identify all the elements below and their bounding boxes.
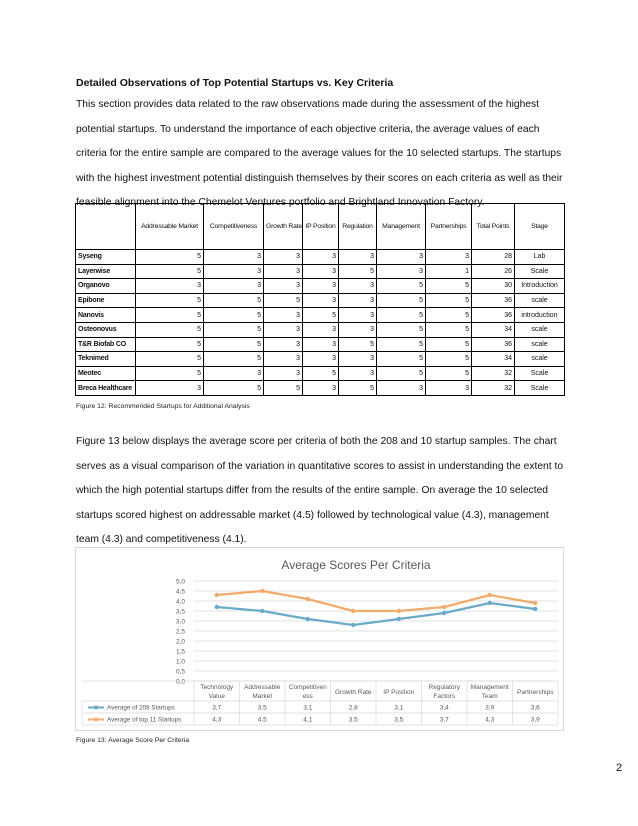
table-row: [76, 279, 565, 294]
score-cell: 5: [377, 337, 426, 352]
score-cell: 5: [136, 352, 204, 367]
data-point: [260, 589, 264, 593]
data-point: [533, 607, 537, 611]
score-cell: 5: [426, 337, 472, 352]
legend-key-marker: [94, 706, 98, 710]
score-cell: 3: [136, 279, 204, 294]
column-header: IP Position: [303, 204, 339, 250]
x-tick-label: Partnerships: [517, 689, 554, 696]
chart-title: Average Scores Per Criteria: [281, 558, 431, 572]
score-cell: 3: [339, 308, 377, 323]
score-cell: 3: [204, 366, 264, 381]
figure-13-caption: Figure 13: Average Score Per Criteria: [76, 737, 190, 744]
score-cell: 5: [204, 322, 264, 337]
score-cell: 5: [377, 293, 426, 308]
data-table-value: 4,3: [212, 716, 222, 724]
data-table-value: 3,4: [439, 704, 449, 712]
y-tick-label: 4,5: [176, 588, 186, 596]
score-cell: 3: [377, 264, 426, 279]
score-cell: 5: [303, 366, 339, 381]
startup-name-cell: Nanovis: [76, 308, 136, 323]
score-cell: 5: [426, 308, 472, 323]
data-point: [397, 609, 401, 613]
chart-frame: [75, 547, 564, 731]
x-tick-label: Competitiven: [288, 684, 327, 691]
score-cell: 28: [472, 250, 515, 265]
score-cell: 3: [303, 322, 339, 337]
score-cell: 5: [426, 293, 472, 308]
score-cell: 5: [136, 264, 204, 279]
startup-name-cell: T&R Biofab CO: [76, 337, 136, 352]
y-tick-label: 0,5: [176, 668, 186, 676]
score-cell: 3: [303, 352, 339, 367]
y-tick-label: 2,0: [176, 638, 186, 646]
data-table-value: 2,8: [348, 704, 358, 712]
data-table-value: 3,7: [212, 704, 222, 712]
score-cell: 3: [264, 322, 303, 337]
series-line: [217, 603, 536, 625]
score-cell: 3: [339, 293, 377, 308]
x-tick-label: Growth Rate: [335, 689, 372, 696]
score-cell: 3: [339, 366, 377, 381]
column-header: Competitiveness: [204, 204, 264, 250]
score-cell: 3: [204, 264, 264, 279]
data-point: [442, 611, 446, 615]
score-cell: 5: [204, 337, 264, 352]
score-cell: 3: [426, 250, 472, 265]
score-cell: 34: [472, 352, 515, 367]
x-tick-label: Regulatory: [428, 684, 460, 691]
score-cell: 5: [136, 366, 204, 381]
data-point: [442, 605, 446, 609]
legend-entry: Average of top 11 Startups: [107, 716, 182, 724]
score-cell: 3: [377, 250, 426, 265]
data-table-value: 3,9: [530, 716, 540, 724]
score-cell: 3: [339, 279, 377, 294]
data-point: [215, 605, 219, 609]
startup-name-cell: Syseng: [76, 250, 136, 265]
data-point: [351, 609, 355, 613]
data-point: [215, 593, 219, 597]
score-cell: 3: [204, 250, 264, 265]
stage-cell: Scale: [515, 366, 565, 381]
data-table-value: 4,3: [485, 716, 495, 724]
data-table-value: 3,1: [394, 704, 404, 712]
score-cell: 26: [472, 264, 515, 279]
data-table-value: 3,5: [257, 704, 267, 712]
stage-cell: scale: [515, 337, 565, 352]
score-cell: 5: [426, 322, 472, 337]
data-table-value: 4,5: [257, 716, 267, 724]
score-cell: 5: [426, 352, 472, 367]
data-point: [260, 609, 264, 613]
score-cell: 3: [264, 308, 303, 323]
page-number: 2: [616, 762, 623, 774]
column-header: Growth Rate: [264, 204, 303, 250]
score-cell: 34: [472, 322, 515, 337]
figure-12-caption: Figure 12: Recommended Startups for Additional Analysis: [76, 403, 250, 410]
legend-key-marker: [94, 718, 98, 722]
table-row: [76, 352, 565, 367]
score-cell: 5: [377, 352, 426, 367]
x-tick-label: Value: [208, 693, 225, 700]
data-point: [397, 617, 401, 621]
startup-name-cell: Epibone: [76, 293, 136, 308]
score-cell: 3: [303, 279, 339, 294]
score-cell: 5: [339, 337, 377, 352]
y-tick-label: 1,5: [176, 648, 186, 656]
stage-cell: Lab: [515, 250, 565, 265]
score-cell: 5: [426, 279, 472, 294]
score-cell: 3: [303, 250, 339, 265]
x-tick-label: Factors: [433, 693, 456, 700]
y-tick-label: 2,5: [176, 628, 186, 636]
score-cell: 5: [136, 322, 204, 337]
score-cell: 5: [204, 293, 264, 308]
score-cell: 3: [339, 352, 377, 367]
startup-name-cell: Organovo: [76, 279, 136, 294]
score-cell: 5: [303, 308, 339, 323]
score-cell: 3: [264, 264, 303, 279]
data-table-value: 3,5: [348, 716, 358, 724]
score-cell: 3: [264, 250, 303, 265]
score-cell: 3: [264, 352, 303, 367]
observations-table: [75, 203, 565, 396]
table-row: [76, 337, 565, 352]
x-tick-label: ess: [302, 693, 313, 700]
data-point: [351, 623, 355, 627]
score-cell: 3: [204, 279, 264, 294]
y-tick-label: 4,0: [176, 598, 186, 606]
startup-name-cell: Breca Healthcare: [76, 381, 136, 396]
intro-paragraph: This section provides data related to the raw observations made during the assessment of the highest potential startups. To understand the importance of each objective criteria, the average values of each criteria for the entire sample are compared to the average values for the 10 selected startups. The startups with the highest investment potential distinguish themselves by their scores on each criteria as well as their feasible alignment into the Chemelot Ventures portfolio and Brightland Innovation Factory.: [76, 99, 563, 209]
legend-entry: Average of 208 Startups: [107, 704, 175, 712]
table-row: [76, 308, 565, 323]
score-cell: 3: [339, 322, 377, 337]
score-cell: 3: [264, 366, 303, 381]
data-point: [488, 601, 492, 605]
stage-cell: scale: [515, 322, 565, 337]
table-row: [76, 264, 565, 279]
score-cell: 5: [377, 322, 426, 337]
x-tick-label: Management: [470, 684, 509, 691]
score-cell: 32: [472, 366, 515, 381]
score-cell: 3: [303, 337, 339, 352]
column-header: Stage: [515, 204, 565, 250]
score-cell: 5: [264, 381, 303, 396]
table-row: [76, 322, 565, 337]
section-heading: Detailed Observations of Top Potential Startups vs. Key Criteria: [76, 77, 394, 89]
score-cell: 5: [136, 250, 204, 265]
data-point: [306, 617, 310, 621]
startup-name-cell: Layerwise: [76, 264, 136, 279]
score-cell: 3: [339, 250, 377, 265]
startup-name-cell: Meotec: [76, 366, 136, 381]
column-header: Regulation: [339, 204, 377, 250]
data-point: [533, 601, 537, 605]
score-cell: 5: [204, 308, 264, 323]
stage-cell: scale: [515, 293, 565, 308]
data-table-value: 3,5: [394, 716, 404, 724]
score-cell: 5: [204, 381, 264, 396]
x-tick-label: Market: [252, 693, 273, 700]
score-cell: 5: [204, 352, 264, 367]
score-cell: 3: [377, 381, 426, 396]
x-tick-label: Addressable: [244, 684, 281, 691]
score-cell: 3: [303, 381, 339, 396]
stage-cell: Introduction: [515, 279, 565, 294]
stage-cell: scale: [515, 352, 565, 367]
table-body: [76, 250, 565, 396]
y-tick-label: 0,0: [176, 678, 186, 686]
score-cell: 5: [136, 337, 204, 352]
column-header: Addressable Market: [136, 204, 204, 250]
table-row: [76, 381, 565, 396]
score-cell: 3: [303, 293, 339, 308]
data-point: [306, 597, 310, 601]
data-point: [488, 593, 492, 597]
startup-name-cell: Osteonovus: [76, 322, 136, 337]
body-paragraph: Figure 13 below displays the average score per criteria of both the 208 and 10 startup samples. The chart serves as a visual comparison of the variation in quantitative scores to assist in understanding the extent to which the high potential startups differ from the results of the entire sample. On average the 10 selected startups scored highest on addressable market (4.5) followed by technological value (4.3), management team (4.3) and competitiveness (4.1).: [76, 436, 564, 546]
score-cell: 3: [264, 279, 303, 294]
data-table-value: 4,1: [303, 716, 313, 724]
score-cell: 5: [136, 308, 204, 323]
score-cell: 32: [472, 381, 515, 396]
score-cell: 3: [426, 381, 472, 396]
score-cell: 3: [303, 264, 339, 279]
score-cell: 36: [472, 308, 515, 323]
score-cell: 3: [136, 381, 204, 396]
data-table-value: 3,1: [303, 704, 313, 712]
x-tick-label: Technology: [200, 684, 234, 691]
score-cell: 5: [377, 279, 426, 294]
data-table-value: 3,7: [439, 716, 449, 724]
y-tick-label: 3,0: [176, 618, 186, 626]
column-header: Total Points: [472, 204, 515, 250]
table-header-row: [76, 204, 565, 250]
score-cell: 5: [136, 293, 204, 308]
x-tick-label: Team: [481, 693, 498, 700]
column-header: Management: [377, 204, 426, 250]
score-cell: 5: [377, 366, 426, 381]
table-row: [76, 366, 565, 381]
score-cell: 5: [339, 381, 377, 396]
score-cell: 5: [264, 293, 303, 308]
y-tick-label: 5,0: [176, 578, 186, 586]
score-cell: 5: [377, 308, 426, 323]
score-cell: 5: [426, 366, 472, 381]
y-tick-label: 1,0: [176, 658, 186, 666]
stage-cell: Scale: [515, 381, 565, 396]
x-tick-label: IP Position: [383, 689, 415, 696]
line-chart: [76, 548, 563, 730]
data-table-value: 3,6: [530, 704, 540, 712]
stage-cell: Scale: [515, 264, 565, 279]
score-cell: 30: [472, 279, 515, 294]
y-tick-label: 3,5: [176, 608, 186, 616]
stage-cell: introduction: [515, 308, 565, 323]
table-row: [76, 250, 565, 265]
data-table-value: 3,9: [485, 704, 495, 712]
table-row: [76, 293, 565, 308]
score-cell: 36: [472, 293, 515, 308]
column-header: [76, 204, 136, 250]
column-header: Partnerships: [426, 204, 472, 250]
score-cell: 3: [264, 337, 303, 352]
startup-name-cell: Teknimed: [76, 352, 136, 367]
score-cell: 5: [339, 264, 377, 279]
score-cell: 1: [426, 264, 472, 279]
score-cell: 36: [472, 337, 515, 352]
